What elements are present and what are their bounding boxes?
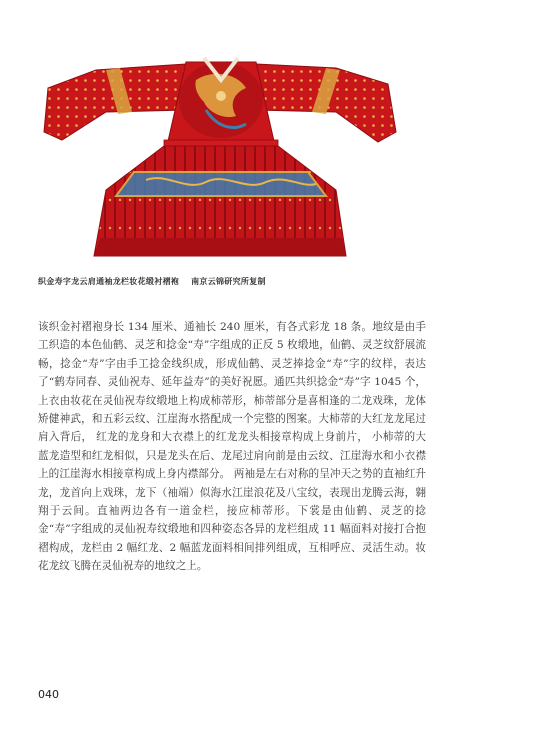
- robe-photo: [36, 40, 406, 262]
- caption-title: 织金寿字龙云肩通袖龙栏妆花缎衬褶袍: [38, 277, 180, 286]
- caption-source: 南京云锦研究所复制: [191, 277, 266, 286]
- photo-caption: [38, 276, 266, 287]
- robe-illustration: [36, 40, 406, 262]
- body-paragraph: 该织金衬褶袍身长 134 厘米、通袖长 240 厘米，有各式彩龙 18 条。地纹是由手工织造的本色仙鹤、灵芝和捻金“寿”字组成的正反 5 枚缎地，仙鹤、灵芝纹舒展流畅，捻金“寿”字由手工捻金线织成，形成仙鹤、灵芝捧捻金“寿”字的纹样，表达了“鹤寿同春、灵仙祝寿、延年益寿”的美好祝愿。通匹共织捻金“寿”字 1045 个，上衣由妆花在灵仙祝寿纹缎地上构成柿蒂形，柿蒂部分是喜相逢的二龙戏珠，龙体矫健神武，和五彩云纹、江崖海水搭配成一个完整的图案。大柿蒂的大红龙龙尾过肩入背后， 红龙的龙身和大衣襟上的红龙龙头相接章构成上身前片， 小柿蒂的大蓝龙造型和红龙相似，只是龙头在后、龙尾过肩向前是由云纹、江崖海水和小衣襟上的江崖海水相接章构成上身内襟部分。 两袖是左右对称的呈冲天之势的直袖红升龙，龙首向上戏珠，龙下（袖端）似海水江崖浪花及八宝纹，表现出龙腾云海，翱翔于云间。直袖两边各有一道金栏，接应柿蒂形。下裳是由仙鹤、灵芝的捻金“寿”字组成的灵仙祝寿纹缎地和四种姿态各异的龙栏组成 11 幅面料对接打合抱褶构成，龙栏由 2 幅红龙、2 幅蓝龙面料相间排列组成，互相呼应、灵活生动。妆花龙纹飞腾在灵仙祝寿的地纹之上。: [38, 321, 426, 573]
- page-number: 040: [38, 688, 59, 701]
